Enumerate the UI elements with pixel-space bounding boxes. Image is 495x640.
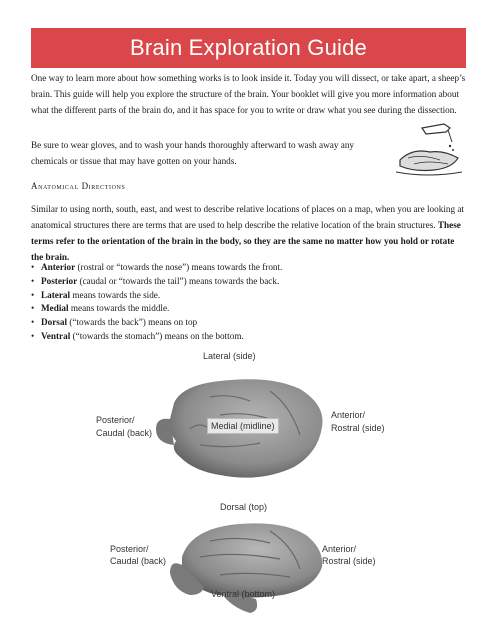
- brain-illustrations: [70, 345, 470, 620]
- term: Dorsal: [41, 317, 68, 328]
- label-rostral-top: Rostral (side): [331, 423, 385, 433]
- label-caudal-side: Caudal (back): [110, 556, 167, 566]
- label-posterior-side: Posterior/: [110, 544, 149, 554]
- term-description: means towards the middle.: [68, 303, 170, 314]
- term: Posterior: [41, 275, 78, 286]
- label-medial: Medial (midline): [207, 418, 279, 434]
- term-description: means towards the side.: [70, 289, 161, 300]
- list-item: [31, 302, 467, 316]
- list-item: [31, 316, 467, 330]
- title-banner: [31, 28, 466, 68]
- section-heading: Anatomical Directions: [31, 181, 126, 191]
- terms-list: [31, 261, 467, 344]
- label-anterior-top: Anterior/: [331, 410, 366, 420]
- bullet: •: [31, 303, 35, 314]
- term: Ventral: [41, 330, 71, 341]
- term-description: (rostral or “towards the nose”) means towards the front.: [75, 262, 283, 272]
- label-lateral: Lateral (side): [203, 351, 256, 361]
- list-item: [31, 275, 467, 289]
- directions-emphasis: These terms refer to the orientation of the brain in the body, so they are the same no matter how you hold or rotate the brain.: [31, 220, 461, 262]
- list-item: [31, 261, 467, 275]
- list-item: [31, 330, 467, 344]
- list-item: [31, 289, 467, 303]
- intro-paragraph: One way to learn more about how something works is to look inside it. Today you will dissect, or take apart, a sheep’s brain. This guide will help you explore the structure of the brain. Your booklet will give you more information about what the different parts of the brain do, and it has space for you to write or draw what you see during the dissection.: [31, 73, 466, 115]
- label-anterior-side: Anterior/: [322, 544, 357, 554]
- term: Lateral: [41, 289, 71, 300]
- page-title: Brain Exploration Guide: [130, 35, 367, 60]
- directions-paragraph: [31, 201, 467, 265]
- brain-orientation-figure: [70, 345, 470, 620]
- safety-paragraph: Be sure to wear gloves, and to wash your hands thoroughly afterward to wash away any chemicals or tissue that may have gotten on your hands.: [31, 140, 355, 166]
- bullet: •: [31, 289, 35, 300]
- label-ventral: Ventral (bottom): [211, 589, 276, 599]
- term-description: (“towards the stomach”) means on the bottom.: [70, 330, 244, 341]
- bullet: •: [31, 317, 35, 328]
- term-description: (caudal or “towards the tail”) means towards the back.: [77, 275, 280, 286]
- label-caudal-top: Caudal (back): [96, 428, 153, 438]
- label-rostral-side: Rostral (side): [322, 556, 376, 566]
- bullet: •: [31, 262, 35, 272]
- label-dorsal: Dorsal (top): [220, 502, 268, 512]
- directions-text: Similar to using north, south, east, and west to describe relative locations of places on a map, when you are looking at anatomical structures there are terms that are used to help describe the relative location of the brain structures.: [31, 204, 464, 230]
- label-posterior-top: Posterior/: [96, 415, 135, 425]
- term-description: (“towards the back”) means on top: [67, 317, 198, 328]
- bullet: •: [31, 275, 35, 286]
- term: Medial: [41, 303, 69, 314]
- hand-washing-icon: [392, 120, 466, 178]
- term: Anterior: [41, 262, 76, 272]
- bullet: •: [31, 330, 35, 341]
